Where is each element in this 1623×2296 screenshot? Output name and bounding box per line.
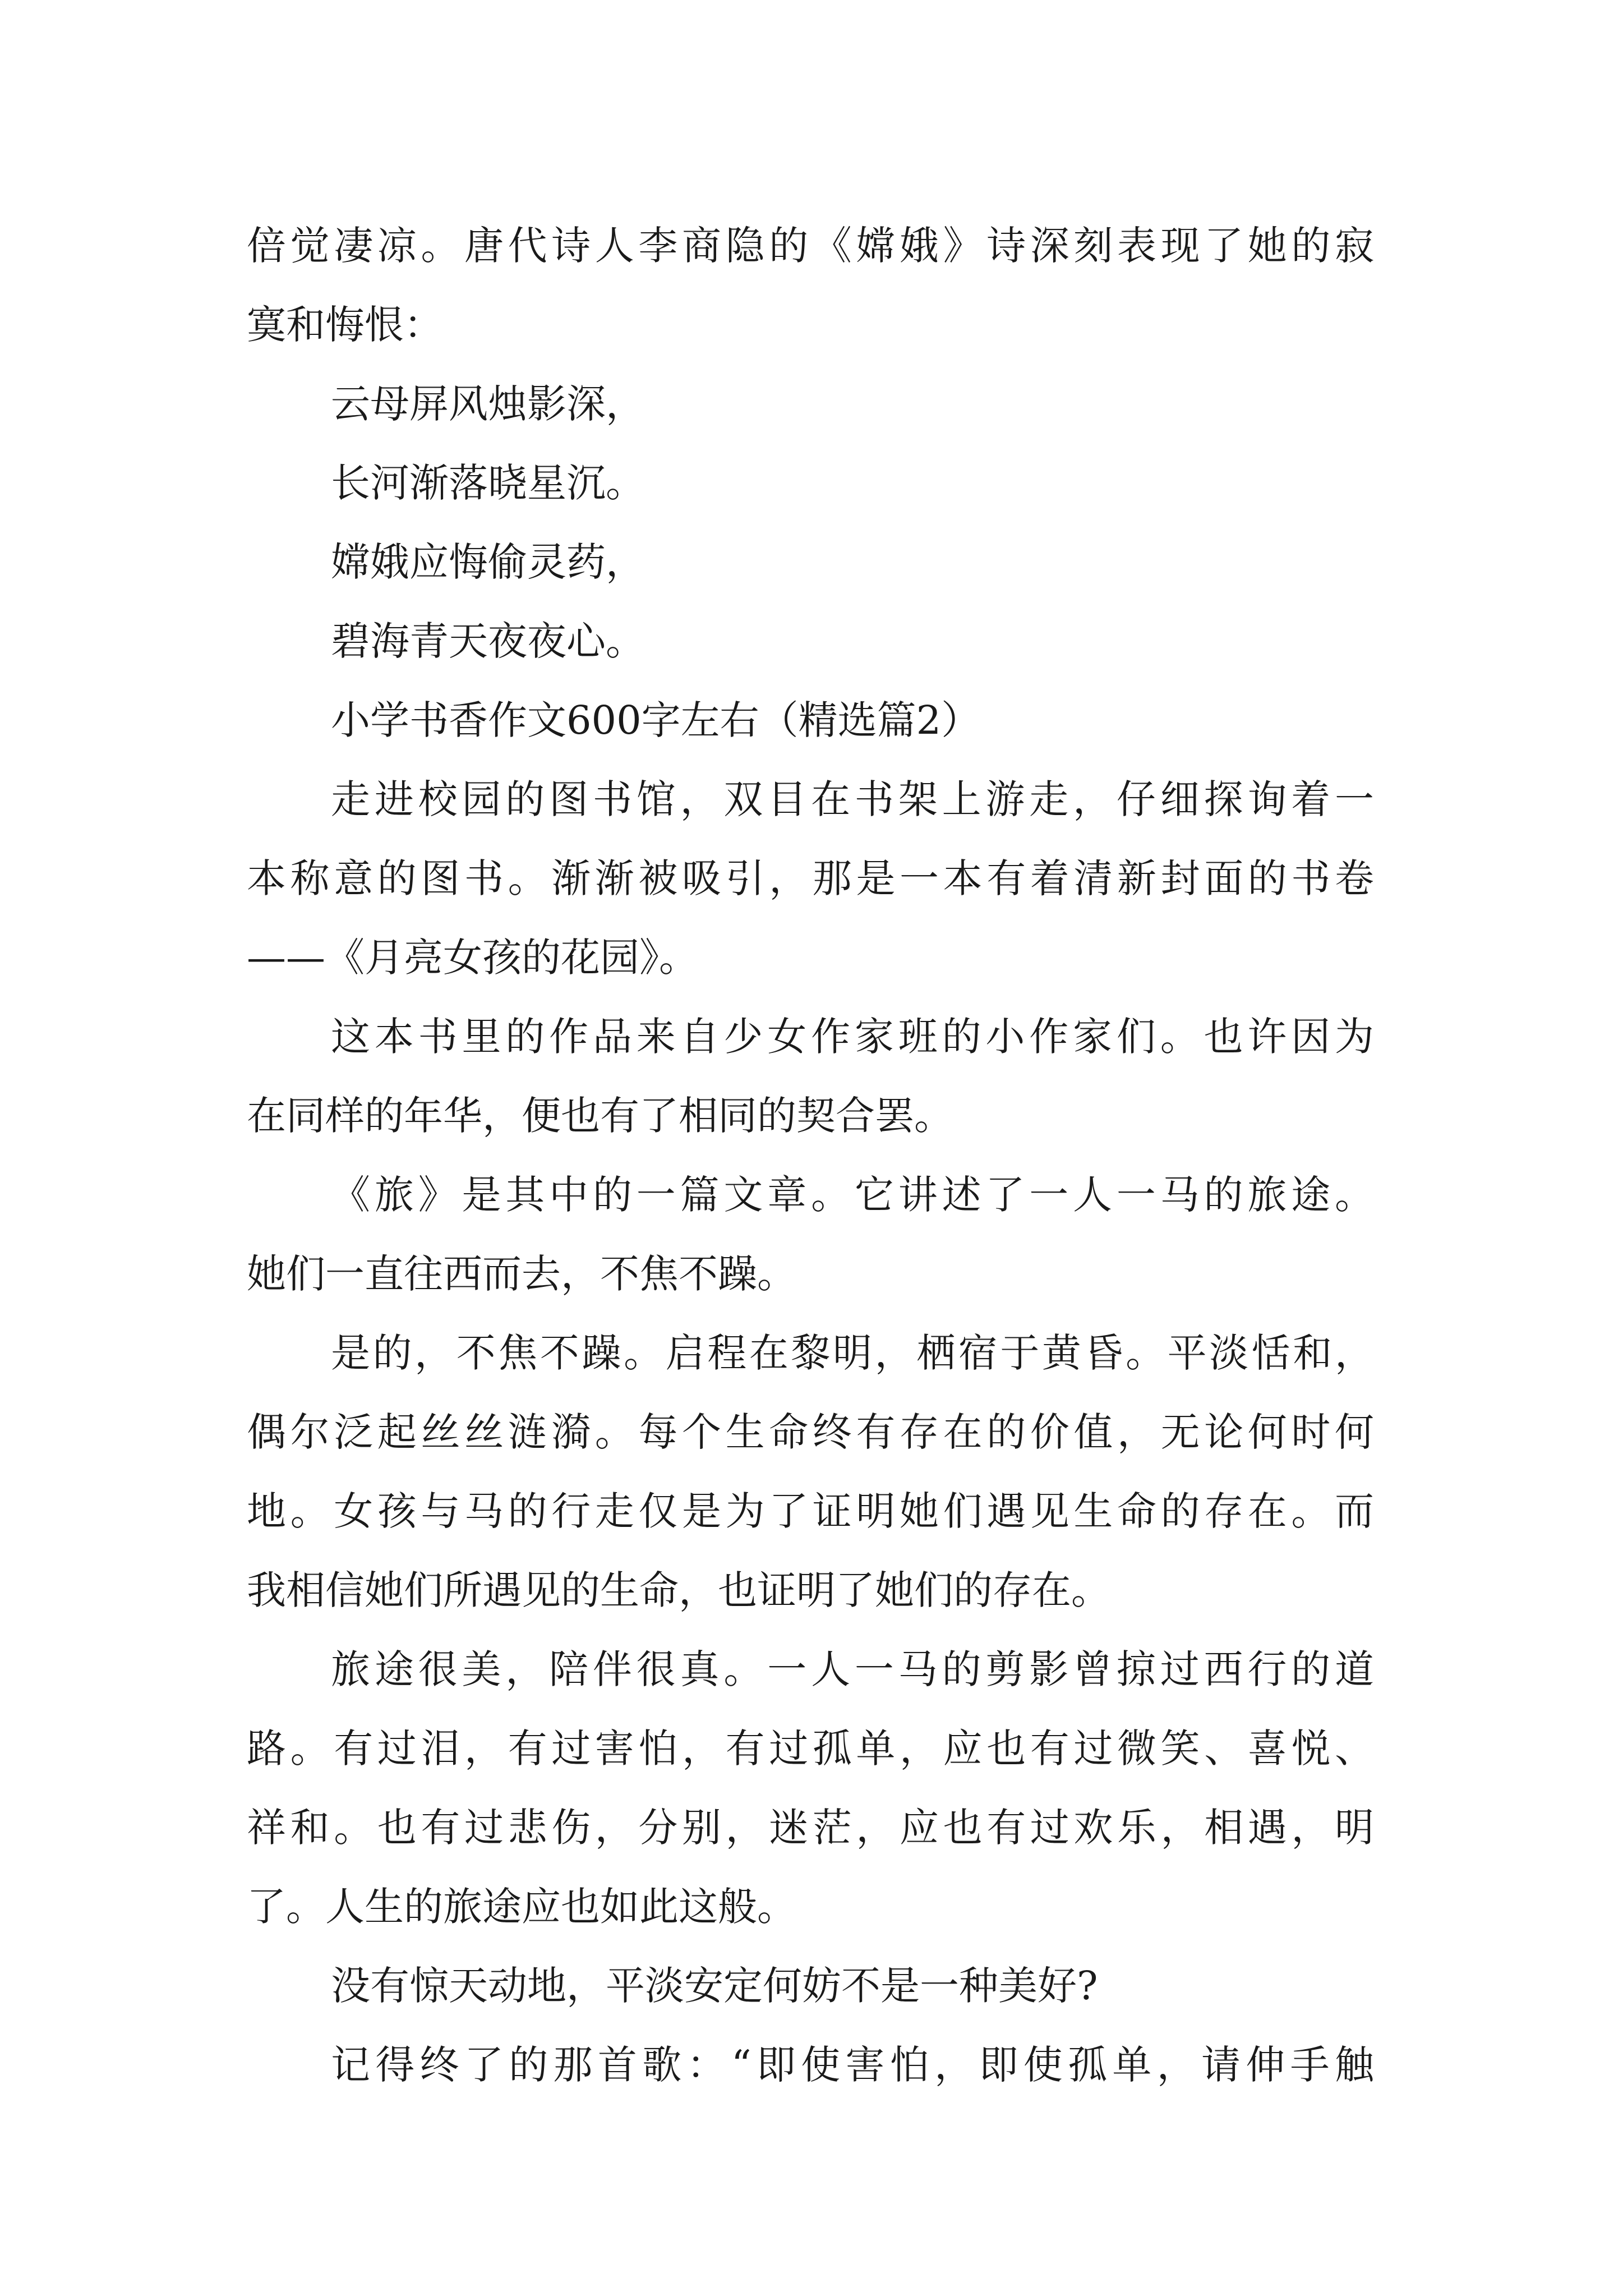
text-line: 长河渐落晓星沉。 — [331, 460, 645, 506]
text-line: 没有惊天动地，平淡安定何妨不是一种美好? — [331, 1963, 1098, 2009]
text-line: 倍觉凄凉。唐代诗人李商隐的《嫦娥》诗深刻表现了她的寂 — [247, 223, 1374, 269]
text-line: 了。人生的旅途应也如此这般。 — [247, 1884, 796, 1930]
text-line: 路。有过泪，有过害怕，有过孤单，应也有过微笑、喜悦、 — [247, 1726, 1374, 1772]
text-line: 这本书里的作品来自少女作家班的小作家们。也许因为 — [331, 1014, 1374, 1060]
text-line: 本称意的图书。渐渐被吸引，那是一本有着清新封面的书卷 — [247, 855, 1374, 901]
text-line: 偶尔泛起丝丝涟漪。每个生命终有存在的价值，无论何时何 — [247, 1409, 1374, 1455]
text-line: 是的，不焦不躁。启程在黎明，栖宿于黄昏。平淡恬和， — [331, 1330, 1374, 1376]
text-line: ——《月亮女孩的花园》。 — [247, 935, 698, 981]
text-line: 在同样的年华，便也有了相同的契合罢。 — [247, 1093, 953, 1139]
text-line: 她们一直往西而去，不焦不躁。 — [247, 1251, 796, 1297]
text-line: 小学书香作文600字左右（精选篇2） — [331, 697, 981, 743]
document-body — [247, 206, 1374, 2105]
text-line: 嫦娥应悔偷灵药， — [331, 539, 645, 585]
text-line: 走进校园的图书馆，双目在书架上游走，仔细探询着一 — [331, 776, 1374, 822]
text-line: 《旅》是其中的一篇文章。它讲述了一人一马的旅途。 — [331, 1172, 1374, 1218]
text-line: 祥和。也有过悲伤，分别，迷茫，应也有过欢乐，相遇，明 — [247, 1805, 1374, 1851]
text-line: 我相信她们所遇见的生命，也证明了她们的存在。 — [247, 1567, 1110, 1613]
text-line: 寞和悔恨： — [247, 302, 443, 348]
text-line: 云母屏风烛影深， — [331, 381, 645, 427]
text-line: 碧海青天夜夜心。 — [331, 618, 645, 664]
text-line: 地。女孩与马的行走仅是为了证明她们遇见生命的存在。而 — [247, 1488, 1374, 1534]
text-line: 记得终了的那首歌：“即使害怕，即使孤单，请伸手触 — [331, 2042, 1374, 2088]
text-line: 旅途很美，陪伴很真。一人一马的剪影曾掠过西行的道 — [331, 1646, 1374, 1692]
